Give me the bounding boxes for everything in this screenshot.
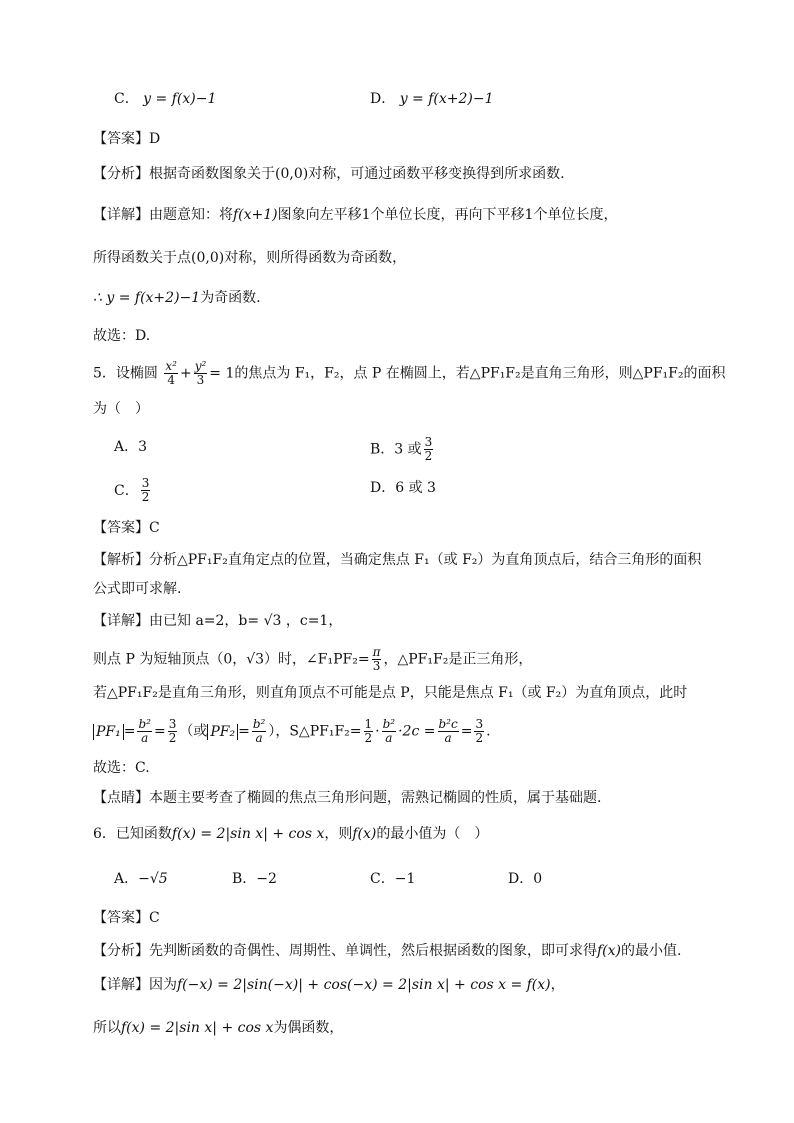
q5-detail-3: 若△PF₁F₂是直角三角形，则直角顶点不可能是点 P，只能是焦点 F₁（或 F₂）为直角顶点，此时 — [93, 685, 688, 701]
answer-tag: 【答案】 — [93, 520, 149, 536]
q6-option-d: D．0 — [508, 871, 543, 887]
analysis-text: 根据奇函数图象关于(0,0)对称，可通过函数平移变换得到所求函数. — [149, 166, 565, 182]
q5-detail-1 — [93, 610, 734, 632]
q5-detail-2: 则点 P 为短轴顶点（0，√3）时，∠F₁PF₂= $\frac{\pi}{3}$ ，△PF₁F₂是正三角形， — [93, 645, 533, 673]
fraction: $\frac{\text{y²}}{3}$ — [194, 359, 207, 387]
detail-text: 为奇函数. — [200, 290, 261, 306]
question-number: 6．已知函数 — [93, 826, 172, 842]
q5-jiexi-1 — [93, 549, 734, 571]
q5-stem-cont: 为（ ） — [93, 401, 149, 417]
q6-options-row — [114, 868, 734, 890]
q5-option-b: B．3 或 $\frac{3}{2}$ — [370, 435, 433, 463]
detail-text: 图象向左平移1个单位长度，再向下平移1个单位长度， — [277, 207, 618, 223]
question-number: 5．设椭圆 — [93, 365, 158, 382]
q6-option-c: C．−1 — [370, 871, 416, 887]
q5-answer — [93, 517, 734, 539]
question-text: 的焦点为 F₁，F₂，点 P 在椭圆上，若△PF₁F₂是直角三角形，则△PF₁F₂的面积 — [234, 365, 726, 382]
q6-option-a: A．−√5 — [114, 871, 168, 887]
jiexi-tag: 【解析】 — [93, 552, 149, 568]
answer-tag: 【答案】 — [93, 910, 149, 926]
answer-value: D — [149, 131, 161, 147]
jiexi-text: 分析△PF₁F₂直角定点的位置，当确定焦点 F₁（或 F₂）为直角顶点后，结合三角形的面积 — [149, 552, 702, 568]
q4-choose: 故选：D. — [93, 328, 151, 344]
q5-option-a: A．3 — [114, 439, 148, 455]
dianjing-text: 本题主要考查了椭圆的焦点三角形问题，需熟记椭圆的性质，属于基础题. — [149, 790, 602, 806]
analysis-tag: 【分析】 — [93, 166, 149, 182]
q5-option-d: D．6 或 3 — [370, 480, 436, 496]
q4-option-c-label: C． — [114, 91, 139, 107]
q6-option-b: B．−2 — [232, 871, 277, 887]
q5-jiexi-2: 公式即可求解. — [93, 581, 182, 597]
q5-options-row-1 — [114, 435, 734, 463]
answer-value: C — [149, 520, 160, 536]
dianjing-tag: 【点睛】 — [93, 790, 149, 806]
detail-tag: 【详解】 — [93, 207, 149, 223]
q5-options-row-2 — [114, 477, 734, 504]
detail-tag: 【详解】 — [93, 977, 149, 993]
q5-choose: 故选：C. — [93, 760, 150, 776]
q4-options-row — [114, 88, 734, 110]
q4-detail-2: 所得函数关于点(0,0)对称，则所得函数为奇函数， — [93, 250, 407, 266]
q4-detail-1 — [93, 204, 734, 226]
q5-dianjing — [93, 787, 734, 809]
analysis-tag: 【分析】 — [93, 943, 149, 959]
q5-detail-4: PF₁ = $\frac{\text{b²}}{a}$ = $\frac{3}{2}$ （或 PF₂ = $\frac{\text{b²}}{a}$ ），S△PF₁F₂= $\frac{1}{2}$ · $\frac{\text{b²}}{a}$ ·2c = $\frac{\text{b²c}}{a}$ = $\frac{3}{2}$ . — [93, 718, 734, 745]
detail-text: 由已知 a=2，b= √3 ，c=1， — [149, 613, 343, 629]
q4-option-d-expr: y = f(x+2)−1 — [399, 91, 494, 107]
q6-detail-1: 【详解】因为f(−x) = 2|sin(−x)| + cos(−x) = 2|sin x| + cos x = f(x)， — [93, 977, 565, 993]
fraction: $\frac{\text{x²}}{4}$ — [165, 359, 177, 387]
q4-answer — [93, 128, 734, 150]
q6-detail-2: 所以f(x) = 2|sin x| + cos x为偶函数， — [93, 1020, 344, 1036]
q4-analysis — [93, 163, 734, 185]
answer-value: C — [149, 910, 160, 926]
answer-tag: 【答案】 — [93, 131, 149, 147]
q5-stem: 5．设椭圆 $\frac{\text{x²}}{4}$ + $\frac{\text{y²}}{3}$ = 1的焦点为 F₁，F₂，点 P 在椭圆上，若△PF₁F₂是直角三角形，则△PF₁F₂的面积 — [93, 359, 726, 387]
q6-analysis: 【分析】先判断函数的奇偶性、周期性、单调性，然后根据函数的图象，即可求得f(x)的最小值. — [93, 943, 682, 959]
detail-tag: 【详解】 — [93, 613, 149, 629]
q6-stem: 6．已知函数f(x) = 2|sin x| + cos x，则f(x)的最小值为（ ） — [93, 826, 489, 842]
detail-expr: ∴ y = f(x+2)−1 — [93, 290, 201, 306]
question-expr: f(x) = 2|sin x| + cos x — [171, 826, 325, 842]
q5-option-c: C． $\frac{3}{2}$ — [114, 476, 150, 504]
q4-detail-3 — [93, 287, 734, 309]
q4-option-c-expr: y = f(x)−1 — [143, 91, 217, 107]
q4-option-d-label: D． — [370, 91, 396, 107]
detail-text: 由题意知：将 — [149, 207, 233, 223]
q6-answer — [93, 907, 734, 929]
detail-expr: f(x+1) — [233, 207, 278, 223]
